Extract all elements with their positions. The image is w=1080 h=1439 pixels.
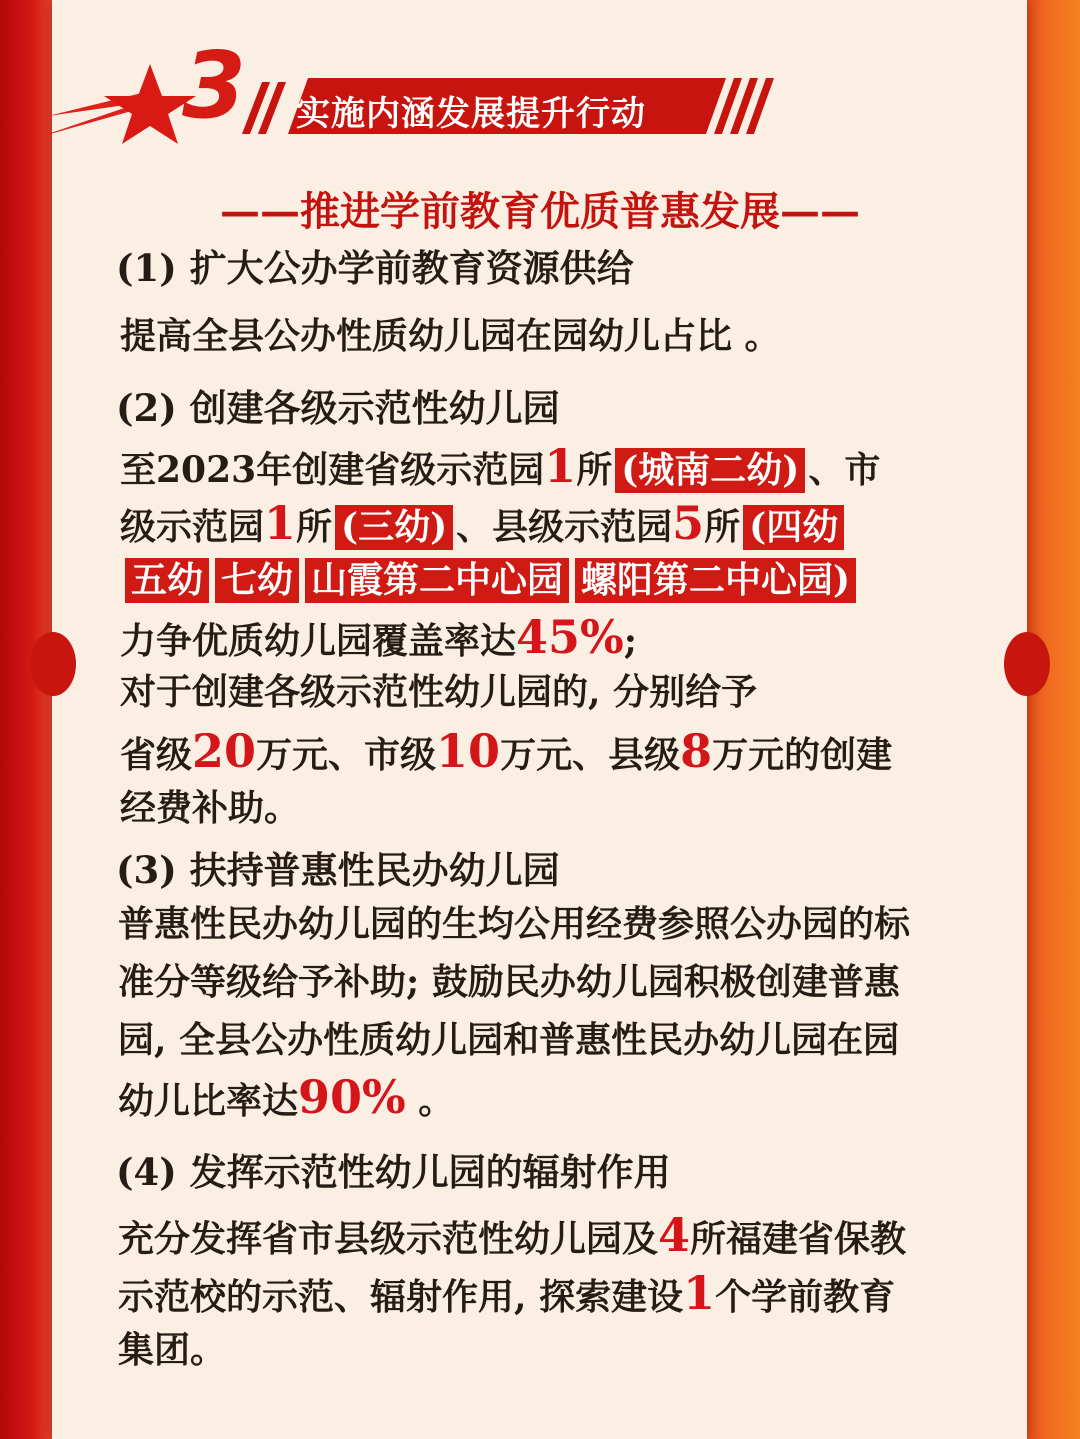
section-1-heading: (1) 扩大公办学前教育资源供给 <box>116 246 634 290</box>
section-4-line-3: 集团。 <box>118 1329 227 1371</box>
section-2-line-6: 省级20万元、市级10万元、县级8万元的创建 <box>120 724 893 778</box>
section-2-line-7: 经费补助。 <box>120 787 301 829</box>
highlight-tag: 山霞第二中心园 <box>305 558 569 603</box>
section-3-heading: (3) 扶持普惠性民办幼儿园 <box>116 848 560 892</box>
section-4-line-2: 示范校的示范、辐射作用, 探索建设1个学前教育 <box>118 1266 896 1320</box>
highlight-tag: (四幼 <box>743 505 844 550</box>
page-subtitle: ——推进学前教育优质普惠发展—— <box>220 188 860 235</box>
section-3-line-4: 幼儿比率达90% 。 <box>118 1070 455 1124</box>
section-2-line-3 <box>122 558 859 603</box>
section-2-line-1: 至2023年创建省级示范园1所 (城南二幼) 、市 <box>120 439 881 493</box>
section-1-line-1: 提高全县公办性质幼儿园在园幼儿占比 。 <box>120 315 781 357</box>
section-3-line-2: 准分等级给予补助; 鼓励民办幼儿园积极创建普惠 <box>118 961 900 1003</box>
star-icon <box>28 38 208 148</box>
section-2-heading: (2) 创建各级示范性幼儿园 <box>116 386 560 430</box>
section-2-line-2: 级示范园1所 (三幼) 、县级示范园5所 (四幼 <box>120 500 847 550</box>
banner-title: 实施内涵发展提升行动 <box>296 94 646 134</box>
highlight-tag: (三幼) <box>335 505 453 550</box>
section-4-heading: (4) 发挥示范性幼儿园的辐射作用 <box>116 1150 671 1194</box>
section-2-line-5: 对于创建各级示范性幼儿园的, 分别给予 <box>120 671 758 713</box>
section-3-line-1: 普惠性民办幼儿园的生均公用经费参照公办园的标 <box>118 903 911 945</box>
highlight-tag: (城南二幼) <box>615 448 805 493</box>
section-4-line-1: 充分发挥省市县级示范性幼儿园及4所福建省保教 <box>118 1208 907 1262</box>
right-notch <box>1004 632 1050 696</box>
highlight-tag: 螺阳第二中心园) <box>575 558 856 603</box>
section-3-line-3: 园, 全县公办性质幼儿园和普惠性民办幼儿园在园 <box>118 1019 900 1061</box>
highlight-tag: 五幼 <box>125 558 209 603</box>
section-number: 3 <box>182 32 247 139</box>
highlight-tag: 七幼 <box>215 558 299 603</box>
section-2-line-4: 力争优质幼儿园覆盖率达45%; <box>120 610 638 664</box>
left-notch <box>30 632 76 696</box>
